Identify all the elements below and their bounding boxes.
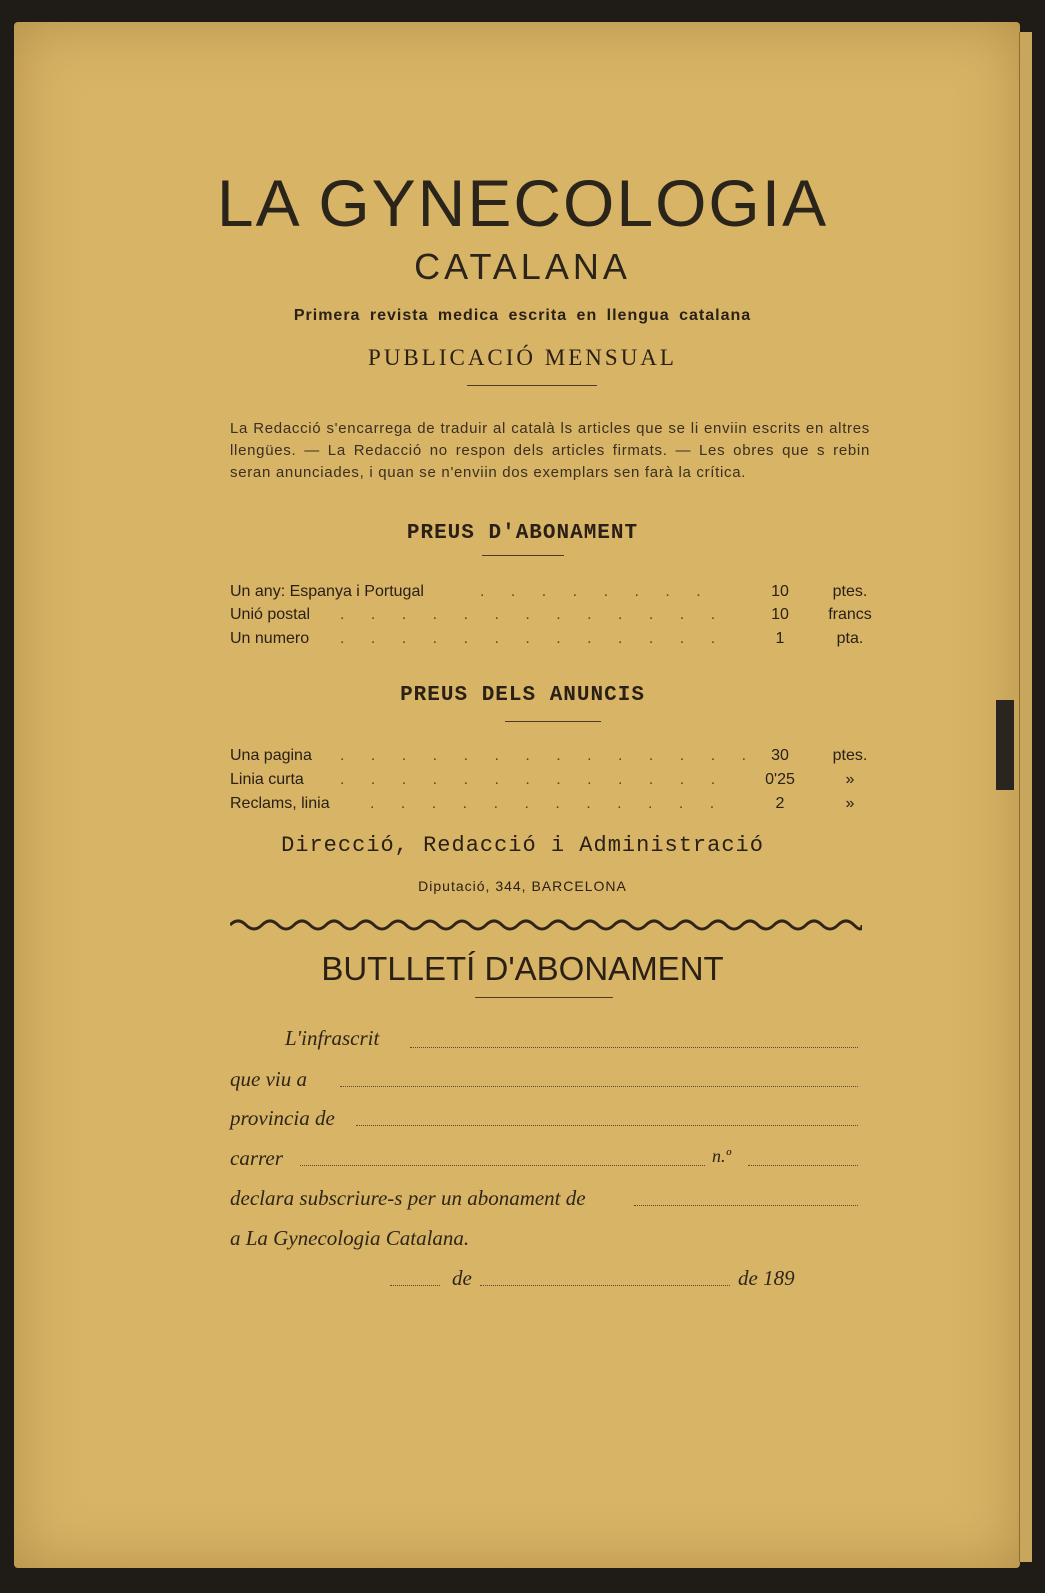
leader-dots: . . . . . . . . . . . .: [370, 795, 726, 812]
leader-dots: . . . . . . . . . . . . .: [340, 630, 727, 647]
form-field-lives-at[interactable]: [340, 1085, 858, 1087]
row-label: Un numero: [230, 630, 310, 647]
leader-dots: . . . . . . . . . . . . . .: [340, 747, 758, 764]
address: Diputació, 344, BARCELONA: [418, 878, 627, 894]
form-field-undersigned[interactable]: [410, 1046, 858, 1048]
row-unit: ptes.: [832, 583, 868, 600]
ad-row: [230, 795, 870, 819]
journal-subtitle: CATALANA: [414, 246, 631, 287]
direction-heading: Direcció, Redacció i Administració: [281, 833, 764, 858]
divider: [467, 385, 597, 386]
form-label-number: n.º: [712, 1146, 732, 1166]
journal-title: LA GYNECOLOGIA: [216, 166, 829, 240]
ad-row: [230, 771, 870, 795]
journal-tagline: Primera revista medica escrita en llengua catalana: [293, 307, 752, 324]
row-label: Una pagina: [230, 747, 312, 764]
form-field-street[interactable]: [300, 1164, 705, 1166]
row-amount: 0'25: [765, 771, 795, 788]
leader-dots: . . . . . . . .: [480, 583, 712, 600]
publication-frequency: PUBLICACIÓ MENSUAL: [368, 345, 677, 370]
row-label: Unió postal: [230, 606, 311, 623]
row-unit: francs: [828, 606, 872, 623]
form-journal-line: a La Gynecologia Catalana.: [230, 1226, 470, 1250]
row-unit: ptes.: [832, 747, 868, 764]
subscription-row: [230, 630, 870, 654]
row-unit: »: [845, 795, 855, 812]
ornament-border: [230, 915, 862, 935]
row-amount: 10: [771, 583, 789, 600]
row-amount: 1: [775, 630, 785, 647]
row-label: Reclams, linia: [230, 795, 330, 812]
row-label: Linia curta: [230, 771, 304, 788]
row-amount: 2: [775, 795, 785, 812]
binding-tab: [996, 700, 1014, 790]
form-label-date-de: de: [452, 1266, 472, 1290]
form-field-month[interactable]: [480, 1284, 730, 1286]
form-label-province: provincia de: [230, 1106, 335, 1130]
form-label-street: carrer: [230, 1146, 283, 1170]
subscription-prices-title: PREUS D'ABONAMENT: [406, 522, 639, 545]
form-title: BUTLLETÍ D'ABONAMENT: [321, 950, 724, 987]
subscription-row: [230, 606, 870, 630]
row-amount: 10: [771, 606, 789, 623]
form-field-subscription[interactable]: [634, 1204, 858, 1206]
divider: [475, 997, 613, 998]
leader-dots: . . . . . . . . . . . . .: [340, 771, 727, 788]
form-field-place[interactable]: [390, 1284, 440, 1286]
editorial-note: La Redacció s'encarrega de traduir al català ls articles que se li enviin escrits en altres llengües. — La Redacció no respon dels articles firmats. — Les obres que s rebin seran anunciades, i quan se n'enviin dos exemplars sen farà la crítica.: [230, 420, 870, 481]
form-label-date-year: de 189: [738, 1266, 795, 1290]
ad-prices-title: PREUS DELS ANUNCIS: [400, 684, 645, 707]
ad-row: [230, 747, 870, 771]
row-amount: 30: [771, 747, 789, 764]
row-label: Un any: Espanya i Portugal: [230, 583, 424, 600]
subscription-row: [230, 583, 870, 607]
row-unit: »: [845, 771, 855, 788]
divider: [482, 555, 564, 556]
divider: [505, 721, 601, 722]
form-label-declares: declara subscriure-s per un abonament de: [230, 1186, 586, 1210]
form-label-lives-at: que viu a: [230, 1067, 307, 1091]
row-unit: pta.: [836, 630, 864, 647]
leader-dots: . . . . . . . . . . . . .: [340, 606, 727, 623]
form-label-undersigned: L'infrascrit: [285, 1026, 380, 1050]
form-field-province[interactable]: [356, 1124, 858, 1126]
form-field-number[interactable]: [748, 1164, 858, 1166]
